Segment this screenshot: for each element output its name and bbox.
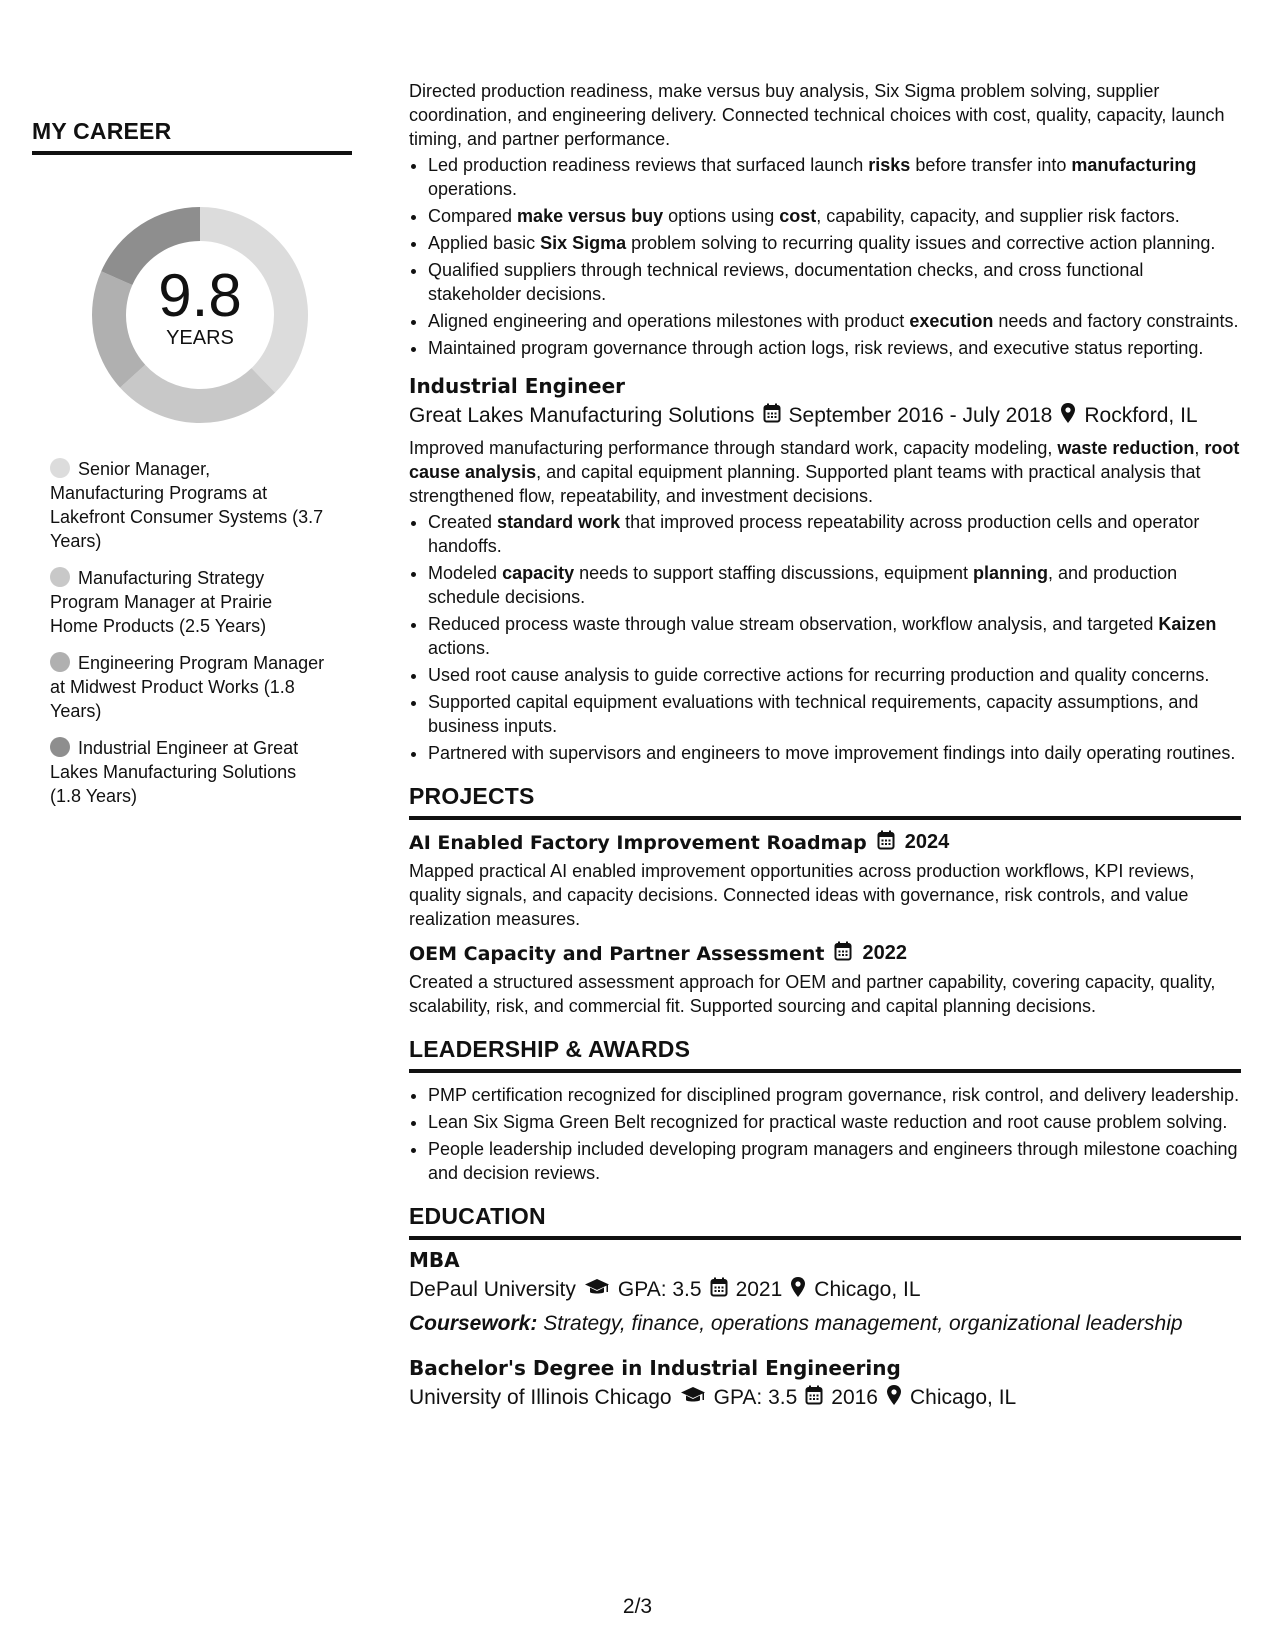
bullet-item: • Applied basic Six Sigma problem solving to recurring quality issues and corrective action planning. (428, 231, 1241, 255)
edu-location: Chicago, IL (909, 1386, 1017, 1409)
prev-job-bullets (409, 153, 1241, 360)
bullet-item: • PMP certification recognized for disciplined program governance, risk control, and delivery leadership. (428, 1083, 1241, 1107)
career-title: MY CAREER (32, 118, 352, 155)
job-bullets (409, 510, 1241, 765)
education-title: EDUCATION (409, 1203, 1241, 1240)
edu-degree: MBA (409, 1248, 460, 1272)
bullet-item: • Lean Six Sigma Green Belt recognized for practical waste reduction and root cause problem solving. (428, 1110, 1241, 1134)
edu-gpa: GPA: 3.5 (617, 1278, 702, 1301)
page-number: 2/3 (622, 1595, 653, 1618)
career-item-text: Senior Manager, Manufacturing Programs at Lakefront Consumer Systems (3.7 Years) (50, 459, 324, 551)
donut-center (80, 262, 320, 350)
bullet-item: • Modeled capacity needs to support staffing discussions, equipment planning, and production schedule decisions. (428, 561, 1241, 609)
edu-location: Chicago, IL (814, 1278, 921, 1301)
graduation-cap-icon (680, 1385, 706, 1411)
career-item-text: Industrial Engineer at Great Lakes Manufacturing Solutions (1.8 Years) (50, 738, 299, 806)
job-title: Industrial Engineer (409, 374, 626, 398)
job-meta (409, 402, 1241, 430)
edu-year: 2016 (831, 1386, 878, 1409)
career-legend-item (50, 651, 325, 723)
career-item-text: Engineering Program Manager at Midwest Product Works (1.8 Years) (50, 653, 325, 721)
calendar-icon (763, 403, 781, 429)
years-label: YEARS (166, 327, 234, 349)
bullet-item: • Compared make versus buy options using cost, capability, capacity, and supplier risk factors. (428, 204, 1241, 228)
project-item (409, 941, 1241, 1018)
legend-dot (50, 567, 70, 587)
bullet-item: • Maintained program governance through action logs, risk reviews, and executive status reporting. (428, 336, 1241, 360)
bullet-item: • People leadership included developing program managers and engineers through milestone coaching and decision reviews. (428, 1137, 1241, 1185)
legend-dot (50, 737, 70, 757)
bullet-item: • Aligned engineering and operations milestones with product execution needs and factory constraints. (428, 309, 1241, 333)
location-pin-icon (1060, 402, 1076, 430)
career-legend-item (50, 736, 325, 808)
bullet-item: • Created standard work that improved process repeatability across production cells and operator handoffs. (428, 510, 1241, 558)
project-description: Mapped practical AI enabled improvement opportunities across production workflows, KPI reviews, quality signals, and capacity decisions. Connected ideas with governance, risk controls, and value realization measures. (409, 861, 1195, 929)
project-description: Created a structured assessment approach for OEM and partner capability, covering capacity, quality, scalability, risk, and commercial fit. Supported sourcing and capital planning decisions. (409, 972, 1216, 1016)
project-heading (409, 830, 1241, 855)
job-location: Rockford, IL (1084, 404, 1198, 427)
job-dates: September 2016 - July 2018 (788, 404, 1053, 427)
project-year: 2022 (862, 942, 907, 964)
projects-title: PROJECTS (409, 783, 1241, 820)
edu-meta (409, 1384, 1241, 1412)
prev-job-summary: Directed production readiness, make versus buy analysis, Six Sigma problem solving, supplier coordination, and engineering delivery. Connected technical choices with cost, quality, capacity, launch timing, and partner performance. (409, 81, 1225, 149)
project-name: AI Enabled Factory Improvement Roadmap (409, 831, 867, 854)
bullet-item: • Partnered with supervisors and engineers to move improvement findings into daily operating routines. (428, 741, 1241, 765)
graduation-cap-icon (584, 1277, 610, 1303)
edu-degree: Bachelor's Degree in Industrial Engineering (409, 1356, 901, 1380)
project-name: OEM Capacity and Partner Assessment (409, 942, 825, 965)
leadership-list (409, 1083, 1241, 1185)
location-pin-icon (790, 1276, 806, 1304)
project-item (409, 830, 1241, 931)
donut-segment (120, 365, 275, 423)
calendar-icon (834, 941, 852, 966)
career-legend-item (50, 457, 325, 553)
bullet-item: • Reduced process waste through value stream observation, workflow analysis, and targeted Kaizen actions. (428, 612, 1241, 660)
job-summary: Improved manufacturing performance through standard work, capacity modeling, waste reduction, root cause analysis, and capital equipment planning. Supported plant teams with practical analysis that strengthened flow, repeatability, and investment decisions. (409, 438, 1240, 506)
calendar-icon (877, 830, 895, 855)
main-content (409, 79, 1241, 1420)
edu-year: 2021 (735, 1278, 783, 1301)
edu-coursework: Coursework: Strategy, finance, operations management, organizational leadership (409, 1312, 1183, 1335)
bullet-item: • Used root cause analysis to guide corrective actions for recurring production and quality concerns. (428, 663, 1241, 687)
total-years: 9.8 (158, 262, 242, 329)
education-item (409, 1356, 1241, 1412)
career-legend (50, 457, 325, 808)
project-heading (409, 941, 1241, 966)
calendar-icon (710, 1277, 728, 1303)
career-item-text: Manufacturing Strategy Program Manager at Prairie Home Products (2.5 Years) (50, 568, 273, 636)
career-legend-item (50, 566, 325, 638)
location-pin-icon (886, 1384, 902, 1412)
edu-school: University of Illinois Chicago (409, 1386, 672, 1409)
job-company: Great Lakes Manufacturing Solutions (409, 404, 755, 427)
bullet-item: • Led production readiness reviews that surfaced launch risks before transfer into manufacturing operations. (428, 153, 1241, 201)
calendar-icon (805, 1385, 823, 1411)
project-year: 2024 (904, 831, 950, 853)
edu-meta (409, 1276, 1241, 1304)
career-donut-chart (80, 195, 320, 435)
education-item (409, 1248, 1241, 1336)
bullet-item: • Qualified suppliers through technical reviews, documentation checks, and cross functional stakeholder decisions. (428, 258, 1241, 306)
bullet-item: • Supported capital equipment evaluations with technical requirements, capacity assumptions, and business inputs. (428, 690, 1241, 738)
edu-gpa: GPA: 3.5 (713, 1386, 798, 1409)
legend-dot (50, 652, 70, 672)
legend-dot (50, 458, 70, 478)
career-sidebar (32, 118, 352, 821)
leadership-title: LEADERSHIP & AWARDS (409, 1036, 1241, 1073)
edu-school: DePaul University (409, 1278, 576, 1301)
